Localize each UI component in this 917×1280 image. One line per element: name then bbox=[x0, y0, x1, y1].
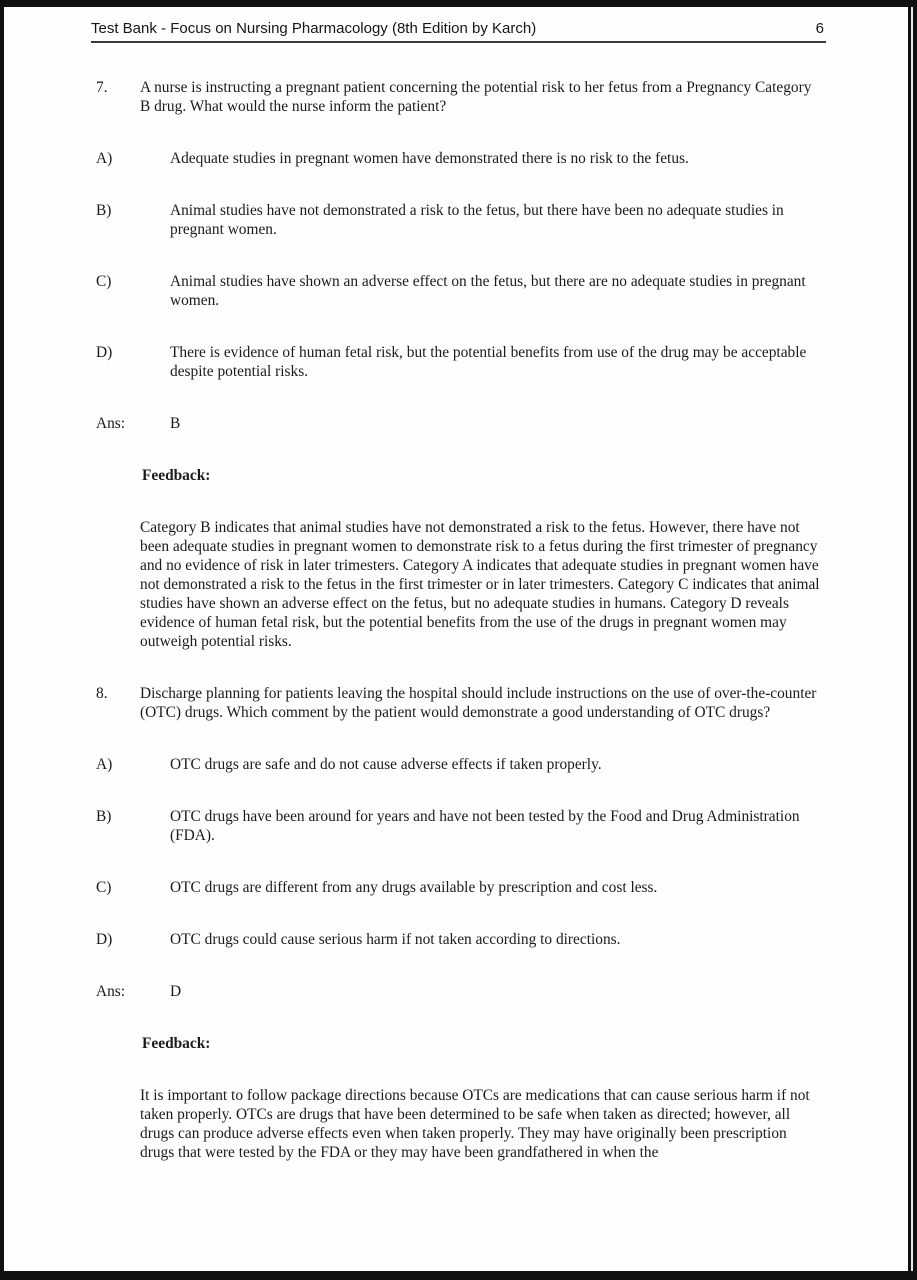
question-7-feedback-text: Category B indicates that animal studies have not demonstrated a risk to the fetus. However, there have not been adequate studies in pregnant women to demonstrate risk to a fetus during the first trimester of pregnancy and no evidence of risk in later trimesters. Category A indicates that adequate studies in pregnant women have not demonstrated a risk to the fetus in the first trimester or in later trimesters. Category C indicates that animal studies have shown an adverse effect on the fetus, but no adequate studies in humans. Category D reveals evidence of human fetal risk, but the potential benefits from the use of the drugs in pregnant women may outweigh potential risks. bbox=[140, 519, 824, 650]
question-8-feedback-text: It is important to follow package directions because OTCs are medications that can cause serious harm if not taken properly. OTCs are drugs that have been determined to be safe when taken as directed; however, all drugs can produce adverse effects even when taken properly. They may have originally been prescription drugs that were tested by the FDA or they may have been grandfathered in when the bbox=[140, 1087, 814, 1161]
question-text: Discharge planning for patients leaving the hospital should include instructions on the use of over-the-counter (OTC) drugs. Which comment by the patient would demonstrate a good understanding of OTC drugs? bbox=[140, 685, 821, 721]
option-text: Animal studies have not demonstrated a risk to the fetus, but there have been no adequate studies in pregnant women. bbox=[170, 202, 788, 238]
option-text: OTC drugs have been around for years and have not been tested by the Food and Drug Administration (FDA). bbox=[170, 808, 804, 844]
option-letter: C) bbox=[96, 273, 112, 290]
question-7-option-a bbox=[96, 149, 820, 168]
question-8-option-c bbox=[96, 878, 820, 897]
question-7-option-c bbox=[96, 272, 820, 310]
page-header bbox=[91, 20, 826, 43]
question-8-feedback-label: Feedback: bbox=[142, 1035, 211, 1052]
option-letter: B) bbox=[96, 808, 112, 825]
question-7-answer bbox=[96, 414, 820, 433]
page-edge-highlight bbox=[911, 7, 913, 1271]
option-text: There is evidence of human fetal risk, but the potential benefits from use of the drug may be acceptable despite potential risks. bbox=[170, 344, 811, 380]
option-letter: A) bbox=[96, 150, 113, 167]
option-text: OTC drugs could cause serious harm if not taken according to directions. bbox=[170, 931, 621, 948]
option-letter: D) bbox=[96, 931, 113, 948]
question-7-option-b bbox=[96, 201, 820, 239]
page-content bbox=[96, 78, 824, 1195]
question-8-option-b bbox=[96, 807, 820, 845]
option-text: OTC drugs are different from any drugs available by prescription and cost less. bbox=[170, 879, 658, 896]
page-number: 6 bbox=[815, 20, 824, 37]
option-text: Adequate studies in pregnant women have demonstrated there is no risk to the fetus. bbox=[170, 150, 689, 167]
document-title: Test Bank - Focus on Nursing Pharmacology (8th Edition by Karch) bbox=[91, 20, 537, 37]
question-7-block bbox=[96, 78, 820, 116]
option-letter: D) bbox=[96, 344, 113, 361]
answer-value: B bbox=[170, 415, 181, 432]
question-8-answer bbox=[96, 982, 820, 1001]
option-letter: C) bbox=[96, 879, 112, 896]
answer-label: Ans: bbox=[96, 983, 126, 1000]
question-number: 7. bbox=[96, 79, 108, 96]
answer-label: Ans: bbox=[96, 415, 126, 432]
question-8-option-d bbox=[96, 930, 820, 949]
question-text: A nurse is instructing a pregnant patient concerning the potential risk to her fetus from a Pregnancy Category B drug. What would the nurse inform the patient? bbox=[140, 79, 816, 115]
document-page bbox=[4, 7, 908, 1271]
question-7-feedback-label: Feedback: bbox=[142, 467, 211, 484]
option-letter: A) bbox=[96, 756, 113, 773]
option-letter: B) bbox=[96, 202, 112, 219]
question-8-block bbox=[96, 684, 820, 722]
question-7-option-d bbox=[96, 343, 820, 381]
option-text: OTC drugs are safe and do not cause adverse effects if taken properly. bbox=[170, 756, 602, 773]
question-8-option-a bbox=[96, 755, 820, 774]
answer-value: D bbox=[170, 983, 182, 1000]
question-number: 8. bbox=[96, 685, 108, 702]
option-text: Animal studies have shown an adverse effect on the fetus, but there are no adequate studies in pregnant women. bbox=[170, 273, 810, 309]
